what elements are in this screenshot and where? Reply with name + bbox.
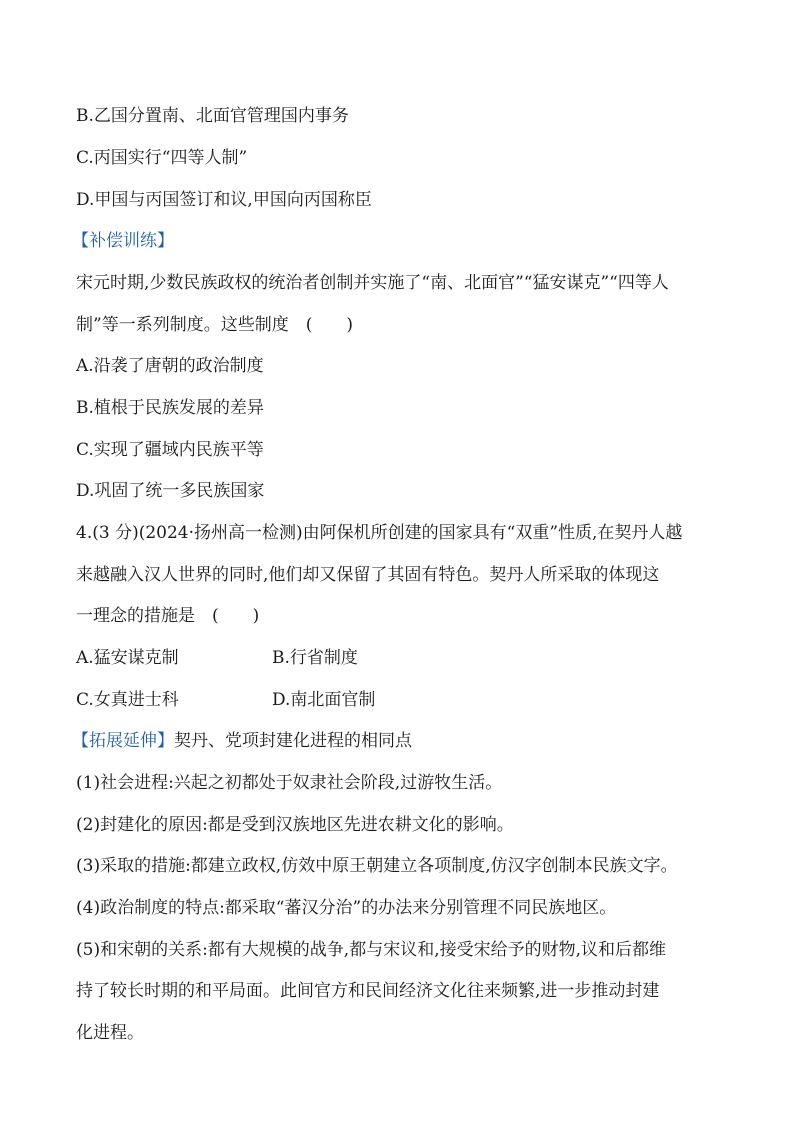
q4-stem-line2: 来越融入汉人世界的同时,他们却又保留了其固有特色。契丹人所采取的体现这 bbox=[76, 565, 660, 585]
q4-stem-line1: 4.(3 分)(2024·扬州高一检测)由阿保机所创建的国家具有“双重”性质,在契丹人越 bbox=[76, 523, 683, 543]
q4-option-a: A.猛安谋克制 bbox=[76, 648, 179, 668]
extension-point-4: (4)政治制度的特点:都采取“蕃汉分治”的办法来分别管理不同民族地区。 bbox=[76, 898, 617, 918]
supplement-option-c: C.实现了疆域内民族平等 bbox=[76, 440, 264, 460]
extension-point-1: (1)社会进程:兴起之初都处于奴隶社会阶段,过游牧生活。 bbox=[76, 773, 503, 793]
q4-option-c: C.女真进士科 bbox=[76, 690, 179, 710]
option-d-q3: D.甲国与丙国签订和议,甲国向丙国称臣 bbox=[76, 190, 372, 210]
supplement-option-a: A.沿袭了唐朝的政治制度 bbox=[76, 356, 264, 376]
supplement-label: 【补偿训练】 bbox=[72, 231, 174, 251]
extension-heading bbox=[72, 729, 412, 753]
option-b-q3: B.乙国分置南、北面官管理国内事务 bbox=[76, 106, 349, 126]
extension-point-5-line1: (5)和宋朝的关系:都有大规模的战争,都与宋议和,接受宋给予的财物,议和后都维 bbox=[76, 940, 667, 960]
supplement-option-b: B.植根于民族发展的差异 bbox=[76, 398, 264, 418]
extension-label: 【拓展延伸】 bbox=[72, 731, 174, 751]
option-c-q3: C.丙国实行“四等人制” bbox=[76, 148, 248, 168]
extension-point-3: (3)采取的措施:都建立政权,仿效中原王朝建立各项制度,仿汉字创制本民族文字。 bbox=[76, 856, 678, 876]
supplement-stem-line2: 制”等一系列制度。这些制度 ( ) bbox=[76, 315, 353, 335]
q4-stem-line3: 一理念的措施是 ( ) bbox=[76, 606, 260, 626]
supplement-stem-line1: 宋元时期,少数民族政权的统治者创制并实施了“南、北面官”“猛安谋克”“四等人 bbox=[76, 273, 669, 293]
extension-point-5-line3: 化进程。 bbox=[76, 1023, 144, 1043]
extension-point-5-line2: 持了较长时期的和平局面。此间官方和民间经济文化往来频繁,进一步推动封建 bbox=[76, 981, 660, 1001]
q4-option-b: B.行省制度 bbox=[272, 648, 358, 668]
supplement-option-d: D.巩固了统一多民族国家 bbox=[76, 481, 265, 501]
q4-option-d: D.南北面官制 bbox=[272, 690, 376, 710]
extension-title: 契丹、党项封建化进程的相同点 bbox=[174, 731, 412, 751]
extension-point-2: (2)封建化的原因:都是受到汉族地区先进农耕文化的影响。 bbox=[76, 815, 514, 835]
